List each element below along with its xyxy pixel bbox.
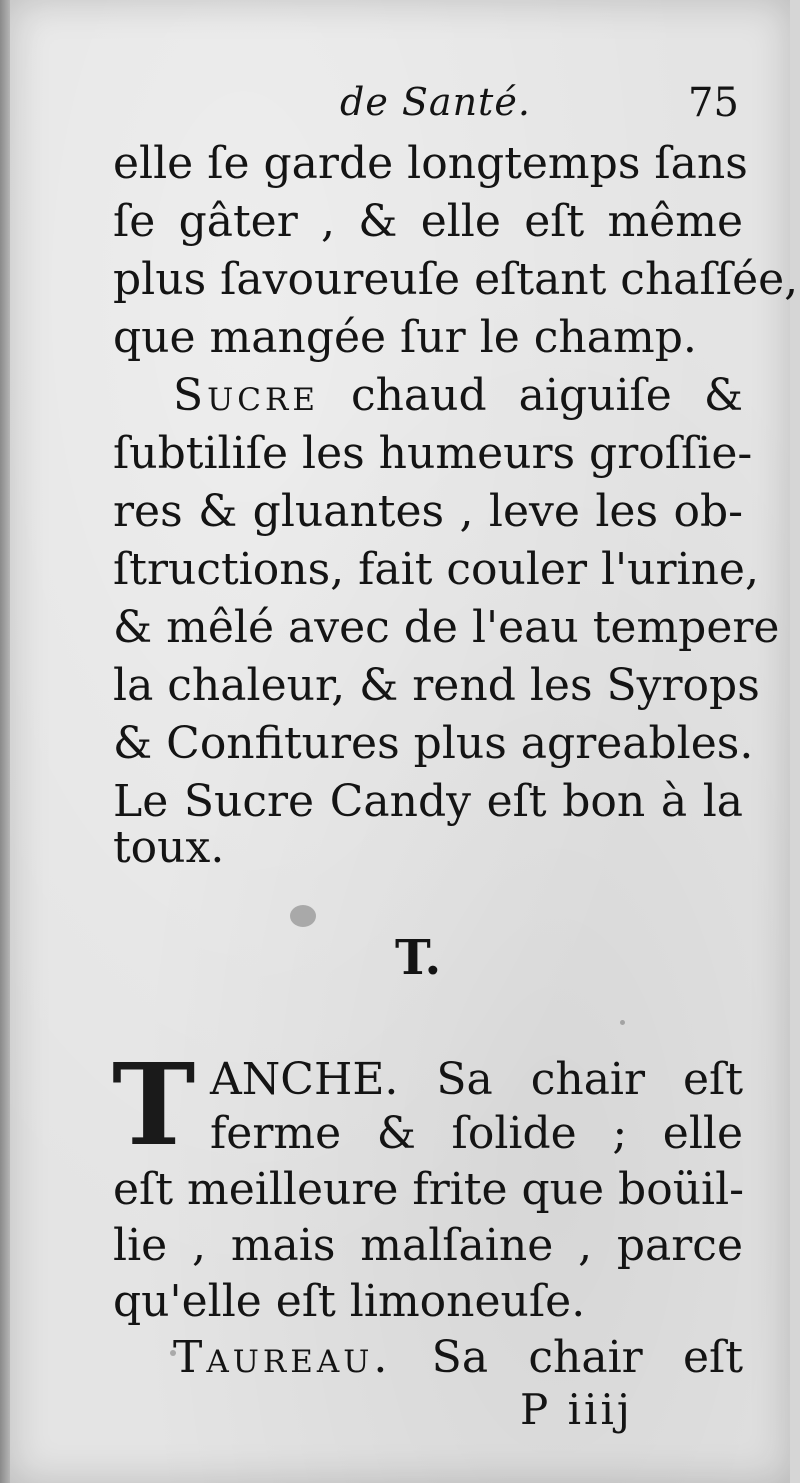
text-line: lie , mais malſaine , parce [113, 1220, 743, 1271]
text-line: ferme & ſolide ; elle [210, 1108, 743, 1159]
page-number: 75 [688, 80, 739, 126]
entry-first-line [173, 1332, 743, 1383]
entry-text: Sa chair eſt [431, 1332, 743, 1383]
drop-cap-initial: T [112, 1040, 196, 1171]
running-head: de Santé. [340, 80, 531, 124]
text-line: toux. [113, 822, 225, 873]
text-line: plus ſavoureuſe eſtant chaſſée, [113, 254, 799, 305]
text-line: ſe gâter , & elle eſt même [113, 196, 743, 247]
text-line: res & gluantes , leve les ob- [113, 486, 743, 537]
text-line: & mêlé avec de l'eau tempere [113, 602, 780, 653]
text-line: eſt meilleure frite que boüil- [113, 1164, 745, 1215]
text-line: elle ſe garde longtemps ſans [113, 138, 748, 189]
text-line: que mangée ſur le champ. [113, 312, 697, 363]
text-line: Le Sucre Candy eſt bon à la [113, 776, 743, 827]
text-line: la chaleur, & rend les Syrops [113, 660, 760, 711]
text-line: ſtructions, fait couler l'urine, [113, 544, 759, 595]
foxing-spot [620, 1020, 625, 1025]
entry-first-line [173, 370, 743, 421]
signature-mark: P iiij [520, 1385, 633, 1434]
entry-heading-taureau: Taureau. [173, 1332, 392, 1383]
entry-text: chaud aiguiſe & [350, 370, 743, 421]
section-letter: T. [395, 930, 442, 986]
text-line: ſubtiliſe les humeurs groſſie- [113, 428, 753, 479]
text-line: qu'elle eſt limoneuſe. [113, 1276, 586, 1327]
text-line: & Confitures plus agreables. [113, 718, 754, 769]
foxing-spot [290, 905, 316, 927]
text-line: ANCHE. Sa chair eſt [210, 1054, 743, 1105]
entry-heading-sucre: Sucre [173, 370, 319, 421]
